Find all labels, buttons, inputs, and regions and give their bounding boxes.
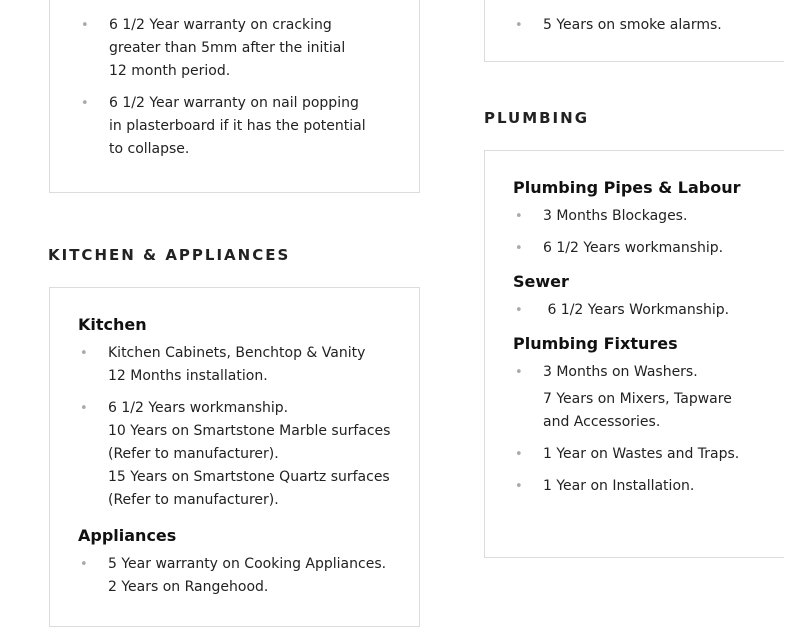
group-title-appliances: Appliances [78, 526, 177, 545]
list-item: • 6 1/2 Year warranty on cracking greater than 5mm after the initial 12 month period. [79, 14, 409, 83]
plumbing-card [484, 150, 784, 558]
bullet-icon: • [515, 209, 523, 224]
bullet-icon: • [515, 447, 523, 462]
left-top-card [49, 0, 420, 193]
group-title-kitchen: Kitchen [78, 315, 147, 334]
group-title-plumbing-pipes: Plumbing Pipes & Labour [513, 178, 741, 197]
bullet-icon: • [515, 303, 523, 318]
bullet-icon: • [80, 557, 88, 572]
bullet-icon: • [80, 346, 88, 361]
bullet-icon: • [81, 18, 89, 33]
list-item: • 6 1/2 Years Workmanship. [513, 299, 778, 322]
bullet-icon: • [80, 401, 88, 416]
list-item: • Kitchen Cabinets, Benchtop & Vanity 12 Months installation. [78, 342, 413, 388]
list-item: • 3 Months Blockages. [513, 205, 778, 228]
list-item: • 5 Year warranty on Cooking Appliances. 2 Years on Rangehood. [78, 553, 413, 599]
kitchen-card [49, 287, 420, 627]
right-top-card [484, 0, 784, 62]
group-title-sewer: Sewer [513, 272, 569, 291]
group-title-plumbing-fixtures: Plumbing Fixtures [513, 334, 678, 353]
bullet-icon: • [515, 18, 523, 33]
bullet-icon: • [515, 365, 523, 380]
list-item: • 1 Year on Wastes and Traps. [513, 443, 778, 466]
bullet-icon: • [81, 96, 89, 111]
list-item: • 3 Months on Washers. 7 Years on Mixers, Tapware and Accessories. [513, 361, 778, 434]
section-title-kitchen-appliances: KITCHEN & APPLIANCES [48, 246, 291, 264]
list-item: • 5 Years on smoke alarms. [513, 14, 783, 37]
section-title-plumbing: PLUMBING [484, 109, 590, 127]
list-item: • 1 Year on Installation. [513, 475, 778, 498]
bullet-icon: • [515, 479, 523, 494]
list-item: • 6 1/2 Year warranty on nail popping in plasterboard if it has the potential to collapse. [79, 92, 409, 161]
list-item: • 6 1/2 Years workmanship. [513, 237, 778, 260]
bullet-icon: • [515, 241, 523, 256]
list-item: • 6 1/2 Years workmanship. 10 Years on Smartstone Marble surfaces (Refer to manufacturer). 15 Years on Smartstone Quartz surfaces (Refer to manufacturer). [78, 397, 413, 512]
